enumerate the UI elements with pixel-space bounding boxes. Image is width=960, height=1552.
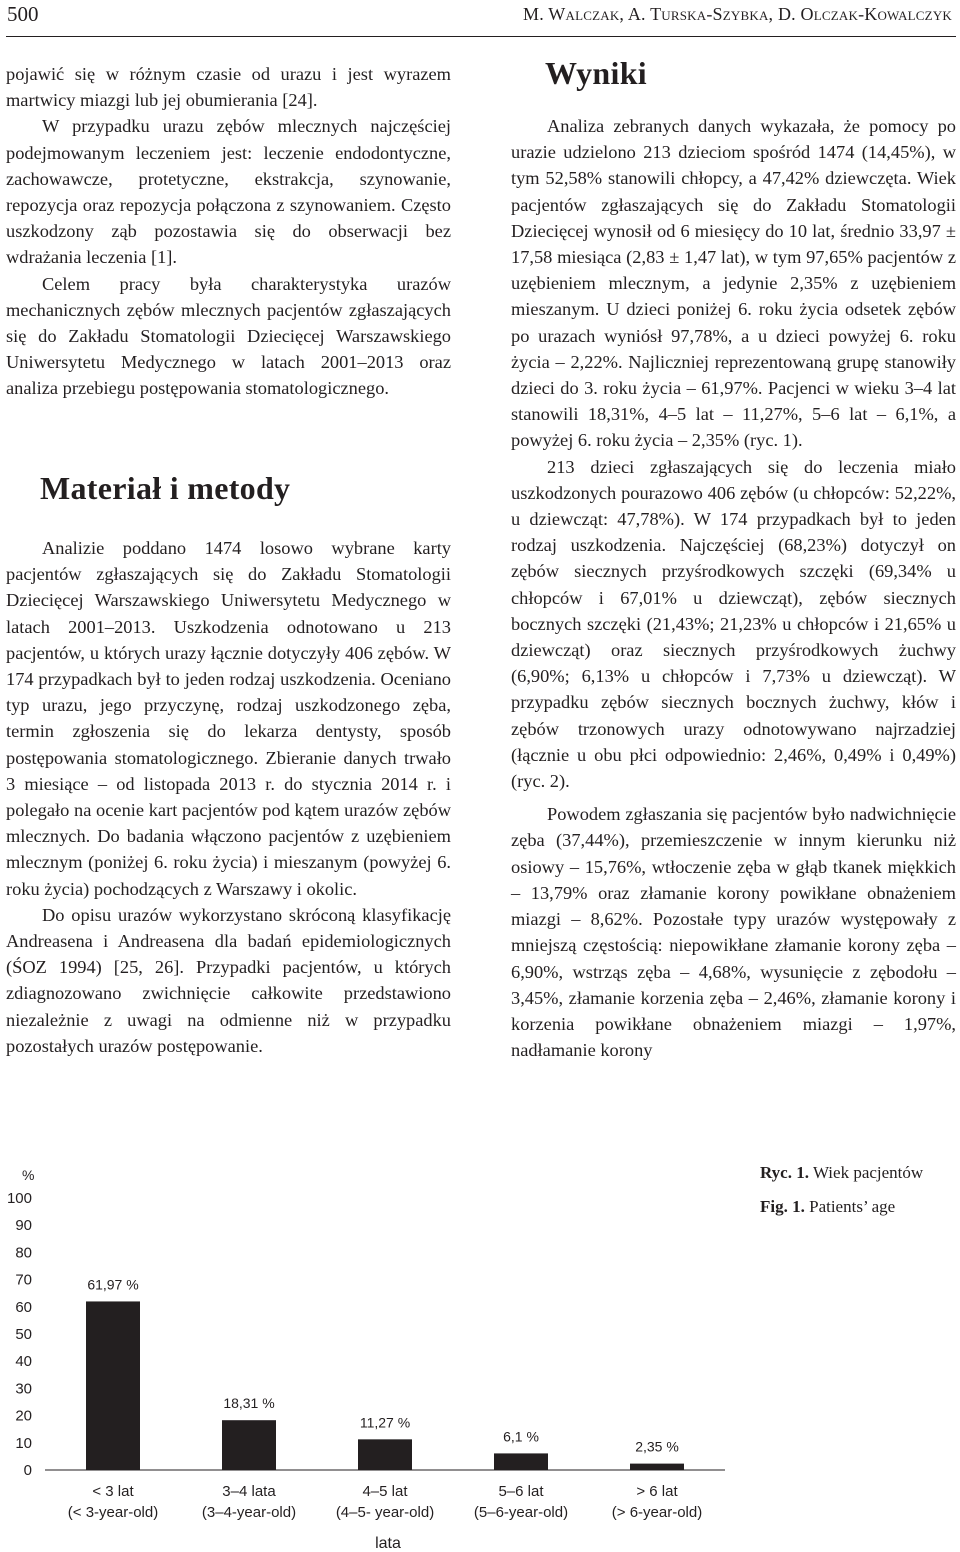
y-axis-label: % [22,1167,35,1183]
header-rule [6,36,956,37]
y-tick-label: 100 [6,1190,32,1207]
x-tick-label: 5–6 lat [498,1483,544,1500]
caption-text: Wiek pacjentów [812,1163,924,1182]
caption-label: Ryc. 1. [760,1163,809,1182]
caption-label: Fig. 1. [760,1197,805,1216]
bar [358,1439,412,1470]
y-tick-label: 90 [15,1217,32,1235]
data-label: 2,35 % [635,1438,679,1455]
figure-age-chart [0,1160,740,1552]
section-heading-methods: Materiał i metody [40,470,291,506]
x-tick-label-en: (3–4-year-old) [201,1504,297,1521]
paragraph: W przypadku urazu zębów mlecznych najczęściej podejmowanym leczeniem jest: leczenie endodontyczne, zachowawcze, protetyczne, ekstrakcja, szynowanie, repozycja oraz repozycja połączona z szynowaniem. Często uszkodzony ząb pozostawia się do obserwacji bez wdrażania leczenia [1]. [6,116,451,268]
y-tick-label: 60 [15,1298,32,1316]
x-tick-label: > 6 lat [636,1483,678,1500]
x-tick-label: 3–4 lata [222,1483,276,1500]
bar [86,1301,140,1470]
page-number: 500 [7,2,39,26]
data-label: 6,1 % [503,1428,539,1445]
x-tick-label-en: (< 3-year-old) [67,1504,159,1521]
bar [222,1420,276,1470]
x-axis-label: lata [375,1535,401,1552]
figure-caption-polish [760,1163,923,1183]
y-tick-label: 50 [15,1326,32,1343]
figure-caption-english [760,1197,895,1217]
y-tick-label: 20 [15,1407,32,1425]
running-head-authors: M. Walczak, A. Turska-Szybka, D. Olczak-Kowalczyk [523,4,952,24]
y-tick-label: 40 [15,1353,32,1371]
x-tick-label-en: (> 6-year-old) [611,1504,703,1521]
paragraph: Do opisu urazów wykorzystano skróconą klasyfikację Andreasena i Andreasena dla badań epidemiologicznych (ŚOZ 1994) [25, 26]. Przypadki pacjentów, u których zdiagnozowano zwichnięcie całkowite przedstawiono niezależnie z uwagi na odmienne niż w przypadku pozostałych urazów postępowanie. [6,904,451,1056]
y-tick-label: 70 [15,1271,32,1289]
paragraph: Analizie poddano 1474 losowo wybrane karty pacjentów zgłaszających się do Zakładu Stomatologii Dziecięcej Warszawskiego Uniwersytetu Medycznego w latach 2001–2013. Uszkodzenia odnotowano u 213 pacjentów, u których urazy łącznie dotyczyły 406 zębów. W 174 przypadkach był to jeden rodzaj uszkodzenia. Oceniano typ urazu, jego przyczynę, rodzaj uszkodzonego zęba, termin zgłoszenia się do lekarza dentysty, sposób postępowania stomatologicznego. Zbieranie danych trwało 3 miesiące – od listopada 2013 r. do stycznia 2014 r. i polegało na ocenie kart pacjentów pod kątem urazów zębów mlecznych. Do badania włączono pacjentów z uzębieniem mlecznym (poniżej 6. roku życia) i mieszanym (powyżej 6. roku życia) pochodzących z Warszawy i okolic. [6,538,451,899]
page-header [0,0,960,40]
y-tick-label: 10 [15,1434,32,1452]
x-tick-label: 4–5 lat [362,1483,408,1500]
caption-text: Patients’ age [809,1197,896,1216]
paragraph: Analiza zebranych danych wykazała, że pomocy po urazie udzielono 213 dzieciom spośród 1474 (14,45%), w tym 52,58% stanowili chłopcy, a 47,42% dziewczęta. Wiek pacjentów zgłaszających się do Zakładu Stomatologii Dziecięcej wynosił od 6 miesięcy do 10 lat, średnio 33,97 ± 17,58 miesiąca (2,83 ± 1,47 lat), w tym 97,65% pacjentów z uzębieniem mlecznym, a jedynie 2,35% z uzębieniem mieszanym. U dzieci poniżej 6. roku życia odsetek zębów po urazach wyniósł 97,78%, a u dzieci powyżej 6. roku życia – 2,22%. Najliczniej reprezentowaną grupę stanowiły dzieci do 3. roku życia – 61,97%. Pacjenci w wieku 3–4 lat stanowili 18,31%, 4–5 lat – 11,27%, 5–6 lat – 6,1%, a powyżej 6. roku życia – 2,35% (ryc. 1). [511,116,956,451]
right-column-results [511,113,956,1063]
paragraph: pojawić się w różnym czasie od urazu i jest wyrazem martwicy miazgi lub jej obumierania [24]. [6,64,451,111]
data-label: 18,31 % [223,1395,275,1412]
left-column-intro [6,61,451,402]
x-tick-label-en: (4–5- year-old) [335,1504,435,1521]
x-tick-label-en: (5–6-year-old) [473,1504,569,1521]
data-label: 11,27 % [359,1414,411,1431]
bar [494,1453,548,1470]
paragraph: 213 dzieci zgłaszających się do leczenia miało uszkodzonych pourazowo 406 zębów (u chłopców: 52,22%, u dziewcząt: 47,78%). W 174 przypadkach był to jeden rodzaj uszkodzenia. Najczęściej (68,23%) dotyczył on zębów siecznych przyśrodkowych szczęki (69,34% u chłopców i 67,01% u dziewcząt), zębów siecznych bocznych szczęki (21,43%; 21,23% u chłopców i 21,65% u dziewcząt) oraz siecznych przyśrodkowych żuchwy (6,90%; 6,13% u chłopców i 7,73% u dziewcząt). W przypadku zębów siecznych bocznych żuchwy, kłów i zębów trzonowych urazy odnotowywano najrzadziej (łącznie u obu płci odpowiednio: 2,46%, 0,49% i 0,49%) (ryc. 2). [511,456,956,792]
y-tick-label: 0 [23,1462,32,1479]
left-column-methods [6,535,451,1059]
y-tick-label: 30 [15,1380,32,1398]
paragraph: Celem pracy była charakterystyka urazów mechanicznych zębów mlecznych pacjentów zgłaszających się do Zakładu Stomatologii Dziecięcej Warszawskiego Uniwersytetu Medycznego w latach 2001–2013 oraz analiza przebiegu postępowania stomatologicznego. [6,273,451,399]
section-heading-results: Wyniki [545,55,647,91]
x-tick-label: < 3 lat [92,1483,134,1500]
data-label: 61,97 % [87,1276,139,1293]
bar [630,1464,684,1470]
y-tick-label: 80 [15,1244,32,1262]
bar-chart [0,1160,740,1552]
paragraph: Powodem zgłaszania się pacjentów było nadwichnięcie zęba (37,44%), przemieszczenie w innym kierunku niż osiowy – 15,76%, wtłoczenie zęba w głąb tkanek miękkich – 13,79% oraz złamanie korony powikłane obnażeniem miazgi – 8,62%. Pozostałe typy urazów występowały z mniejszą częstością: niepowikłane złamanie korony zęba – 6,90%, wstrząs zęba – 4,68%, wysunięcie z zębodołu – 3,45%, złamanie korzenia zęba – 2,46%, złamanie korony i korzenia powikłane obnażeniem miazgi – 1,97%, nadłamanie korony [511,804,956,1061]
